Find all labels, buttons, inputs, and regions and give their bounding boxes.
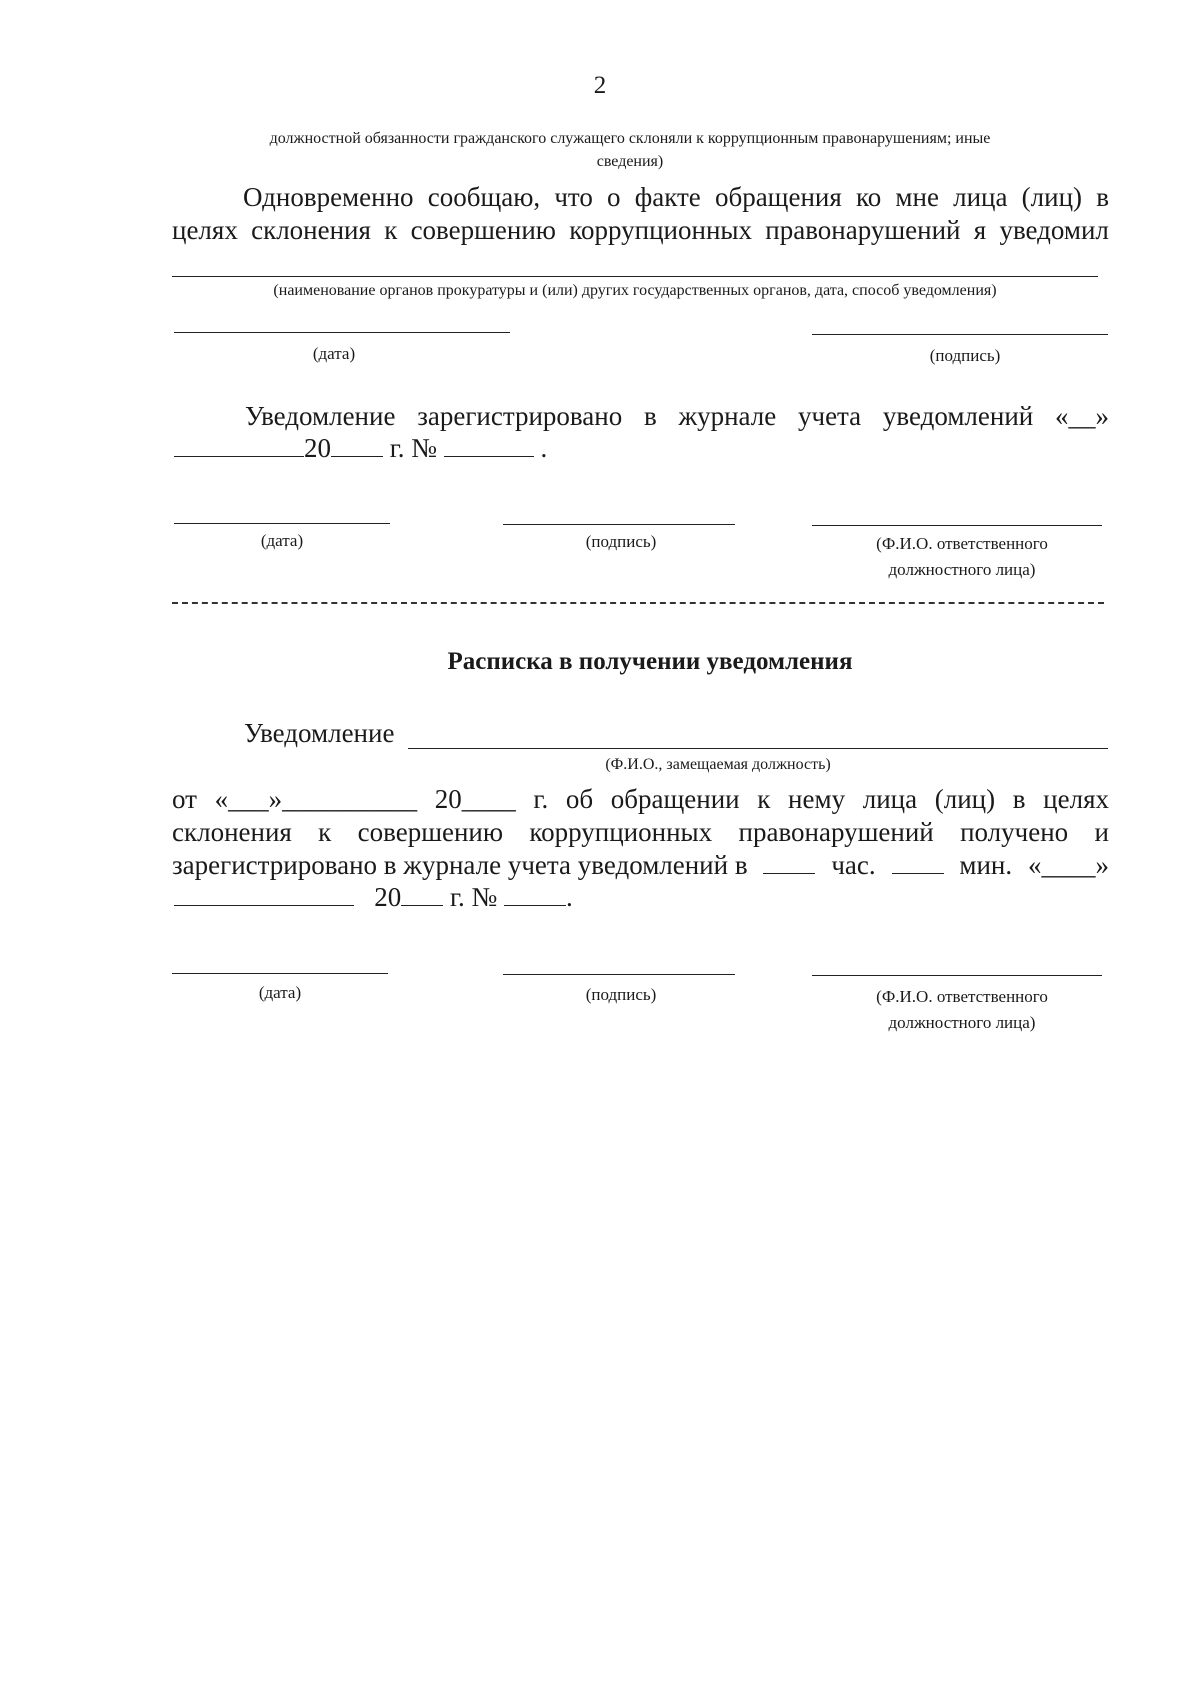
page-number: 2	[593, 72, 607, 99]
receipt-line-4	[174, 882, 573, 913]
word: Уведомление	[245, 401, 396, 431]
word: (лиц)	[1021, 182, 1083, 212]
word: к	[757, 784, 771, 814]
header-continuation-line-2: сведения)	[596, 153, 664, 170]
word: обращении	[610, 784, 740, 814]
word: целях	[1043, 784, 1109, 814]
word: правонарушений	[765, 215, 961, 245]
word: факте	[634, 182, 701, 212]
word: Одновременно	[243, 182, 414, 212]
word: учета	[797, 401, 862, 431]
receipt-official-underline[interactable]	[812, 975, 1102, 976]
tear-off-dashed-line	[172, 602, 1104, 604]
word: «__»	[1054, 401, 1109, 431]
word: сообщаю,	[427, 182, 541, 212]
receipt-official-caption-2: должностного лица)	[888, 1013, 1036, 1032]
word: коррупционных	[529, 817, 713, 847]
receipt-signature-caption: (подпись)	[585, 985, 657, 1004]
word: «___»__________	[214, 784, 418, 814]
registration-official-caption-1: (Ф.И.О. ответственного	[876, 534, 1048, 553]
word: уведомил	[999, 215, 1109, 245]
receipt-minutes-label: мин.	[959, 850, 1013, 880]
receipt-official-caption-1: (Ф.И.О. ответственного	[876, 987, 1048, 1006]
word: нему	[788, 784, 846, 814]
receipt-fio-underline[interactable]	[408, 748, 1108, 749]
word: совершению	[357, 817, 504, 847]
registration-signature-caption: (подпись)	[585, 532, 657, 551]
organs-caption: (наименование органов прокуратуры и (или) других государственных органов, дата, способ уведомления)	[273, 282, 997, 299]
receipt-fio-caption: (Ф.И.О., замещаемая должность)	[605, 756, 831, 773]
receipt-line-3	[172, 850, 1109, 881]
receipt-title: Расписка в получении уведомления	[447, 648, 853, 675]
word: целях	[172, 215, 238, 245]
registration-number-blank[interactable]	[444, 455, 534, 457]
word: зарегистрировано	[417, 401, 623, 431]
word: ко	[855, 182, 882, 212]
receipt-notice-label: Уведомление	[244, 718, 395, 748]
receipt-line-3-text: зарегистрировано в журнале учета уведомлений в	[172, 850, 748, 880]
word: к	[318, 817, 332, 847]
word: совершению	[410, 215, 556, 245]
receipt-day-blank[interactable]: «____»	[1028, 850, 1109, 880]
word: коррупционных	[569, 215, 753, 245]
receipt-hours-blank[interactable]	[763, 872, 815, 874]
registration-year-blank[interactable]	[331, 455, 383, 457]
registration-date-underline[interactable]	[174, 523, 390, 524]
word: от	[172, 784, 197, 814]
word: я	[973, 215, 987, 245]
receipt-month-blank[interactable]	[174, 904, 354, 906]
word: о	[607, 182, 621, 212]
notice-date-underline[interactable]	[174, 332, 510, 333]
notice-signature-caption: (подпись)	[929, 346, 1001, 365]
receipt-period: .	[566, 882, 573, 912]
organs-underline[interactable]	[172, 276, 1098, 277]
word: обращения	[714, 182, 842, 212]
word: склонения	[251, 215, 371, 245]
receipt-line-2	[172, 817, 1109, 848]
registration-date-caption: (дата)	[260, 531, 304, 550]
header-continuation-line-1: должностной обязанности гражданского служащего склоняли к коррупционным правонарушениям; иные	[269, 130, 991, 147]
word: правонарушений	[738, 817, 934, 847]
notice-signature-underline[interactable]	[812, 334, 1108, 335]
notice-date-caption: (дата)	[312, 344, 356, 363]
word: в	[643, 401, 657, 431]
registration-line-1	[245, 401, 1109, 432]
word: в	[1096, 182, 1109, 212]
receipt-minutes-blank[interactable]	[892, 872, 944, 874]
receipt-year-prefix: 20	[374, 882, 402, 912]
word: об	[565, 784, 594, 814]
receipt-number-blank[interactable]	[504, 904, 566, 906]
word: 20____	[434, 784, 516, 814]
word: в	[1012, 784, 1026, 814]
registration-number-label: г. №	[389, 433, 438, 463]
notice-paragraph-line-1	[243, 182, 1109, 213]
word: уведомлений	[882, 401, 1034, 431]
word: получено	[960, 817, 1069, 847]
receipt-number-label: г. №	[450, 882, 498, 912]
word: что	[554, 182, 593, 212]
receipt-hours-label: час.	[831, 850, 876, 880]
registration-official-caption-2: должностного лица)	[888, 560, 1036, 579]
receipt-date-caption: (дата)	[258, 983, 302, 1002]
registration-month-blank[interactable]	[174, 455, 304, 457]
word: к	[384, 215, 398, 245]
word: мне	[895, 182, 939, 212]
receipt-line-1	[172, 784, 1109, 815]
registration-line-2	[174, 433, 547, 464]
receipt-date-underline[interactable]	[172, 973, 388, 974]
word: г.	[533, 784, 549, 814]
registration-official-underline[interactable]	[812, 525, 1102, 526]
receipt-year-blank[interactable]	[401, 904, 443, 906]
registration-year-prefix: 20	[304, 433, 331, 463]
word: журнале	[678, 401, 777, 431]
registration-signature-underline[interactable]	[503, 524, 735, 525]
word: лица	[953, 182, 1008, 212]
registration-period: .	[540, 433, 548, 463]
word: (лиц)	[934, 784, 996, 814]
word: склонения	[172, 817, 292, 847]
word: лица	[862, 784, 918, 814]
receipt-signature-underline[interactable]	[503, 974, 735, 975]
word: и	[1094, 817, 1109, 847]
notice-paragraph-line-2	[172, 215, 1109, 246]
